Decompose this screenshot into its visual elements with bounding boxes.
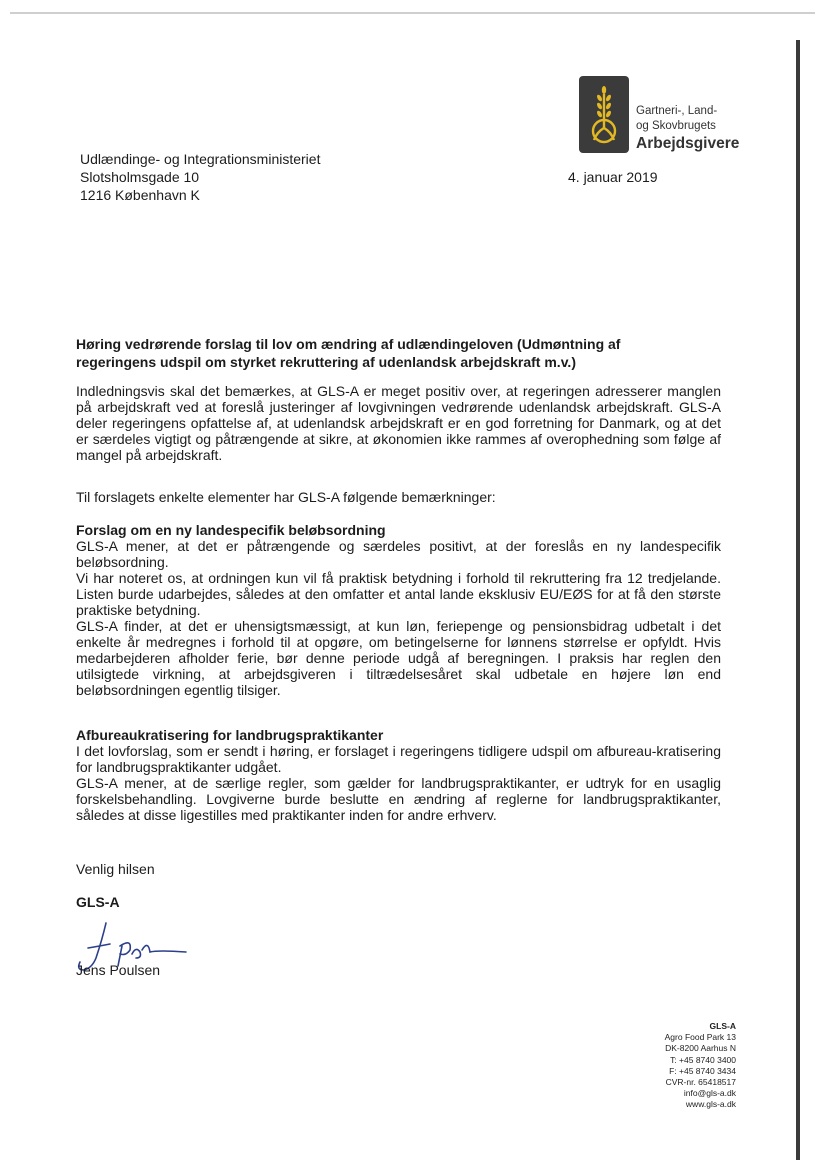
footer-web: www.gls-a.dk xyxy=(685,1099,736,1110)
closing-org: GLS-A xyxy=(76,894,120,910)
intro-text: Indledningsvis skal det bemærkes, at GLS-A er meget positiv over, at regeringen adresserer manglen på arbejdskraft ved at foreslå justeringer af lovgivningen vedrørende udenlandsk arbejdskraft. GLS-A deler regeringens opfattelse af, at udenlandsk arbejdskraft er en god forretning for Danmark, og at det er særdeles vigtigt og påtrængende at sikre, at økonomien ikke rammes af overophedning som følge af mangel på arbejdskraft. xyxy=(76,383,721,463)
recipient-line-1: Udlændinge- og Integrationsministeriet xyxy=(80,151,321,167)
elements-intro xyxy=(76,489,721,505)
signatory-name: Jens Poulsen xyxy=(76,962,161,978)
logo-wordmark xyxy=(636,104,739,153)
section-paragraph: I det lovforslag, som er sendt i høring, er forslaget i regeringens tidligere udspil om afbureau-kratisering for landbrugspraktikanter udgået. xyxy=(76,743,721,775)
section-heading: Afbureaukratisering for landbrugspraktikanter xyxy=(76,727,384,743)
footer-email: info@gls-a.dk xyxy=(683,1088,736,1099)
logo-line-3: Arbejdsgivere xyxy=(636,135,740,152)
section-paragraph: Vi har noteret os, at ordningen kun vil få praktisk betydning i forhold til rekruttering fra 12 tredjelande. Listen burde udarbejdes, således at den omfatter et antal lande eksklusiv EU/EØS for at få den største praktiske betydning. xyxy=(76,570,721,618)
logo-line-2: og Skovbrugets xyxy=(636,120,716,132)
subject-line-2: regeringens udspil om styrket rekruttering af udenlandsk arbejdskraft m.v.) xyxy=(76,354,576,370)
footer-phone: T: +45 8740 3400 xyxy=(670,1054,736,1065)
wheat-seed-icon xyxy=(579,76,629,153)
section-afbureaukratisering xyxy=(76,727,721,823)
footer-address-1: Agro Food Park 13 xyxy=(664,1032,736,1043)
letter-date: 4. januar 2019 xyxy=(568,169,658,185)
scan-edge-bar xyxy=(796,40,800,1160)
letter-subject xyxy=(76,335,676,371)
closing-greeting: Venlig hilsen xyxy=(76,861,155,877)
footer-address-2: DK-8200 Aarhus N xyxy=(665,1043,736,1054)
section-paragraph: GLS-A finder, at det er uhensigtsmæssigt, at kun løn, feriepenge og pensionsbidrag udbetalt i det enkelte år medregnes i forhold til at opgøre, om betingelserne for lønnens størrelse er opfyldt. Hvis medarbejderen afholder ferie, bør denne periode udgå af beregningen. I praksis har reglen den utilsigtede virkning, at arbejdsgiveren i tiltrædelsesåret skal udbetale en højere løn end beløbsordningen egentlig tilsiger. xyxy=(76,618,721,698)
recipient-line-3: 1216 København K xyxy=(80,187,200,203)
footer-org: GLS-A xyxy=(709,1021,736,1031)
logo-emblem xyxy=(579,76,629,153)
recipient-line-2: Slotsholmsgade 10 xyxy=(80,169,200,185)
section-belobsordning xyxy=(76,522,721,698)
recipient-address xyxy=(80,150,320,204)
section-paragraph: GLS-A mener, at de særlige regler, som gælder for landbrugspraktikanter, er udtryk for en usaglig forskelsbehandling. Lovgiverne burde beslutte en ændring af reglerne for landbrugspraktikanter, således at disse ligestilles med praktikanter inden for andre erhverv. xyxy=(76,775,721,823)
footer-fax: F: +45 8740 3434 xyxy=(669,1065,736,1076)
footer-cvr: CVR-nr. 65418517 xyxy=(665,1077,736,1088)
subject-line-1: Høring vedrørende forslag til lov om ændring af udlændingeloven (Udmøntning af xyxy=(76,336,621,352)
section-heading: Forslag om en ny landespecifik beløbsordning xyxy=(76,522,386,538)
section-paragraph: GLS-A mener, at det er påtrængende og særdeles positivt, at der foreslås en ny landespecifik beløbsordning. xyxy=(76,538,721,570)
sender-footer xyxy=(665,1021,736,1111)
logo-line-1: Gartneri-, Land- xyxy=(636,105,718,117)
elements-intro-text: Til forslagets enkelte elementer har GLS-A følgende bemærkninger: xyxy=(76,489,496,505)
top-divider xyxy=(10,12,815,14)
intro-paragraph xyxy=(76,383,721,463)
